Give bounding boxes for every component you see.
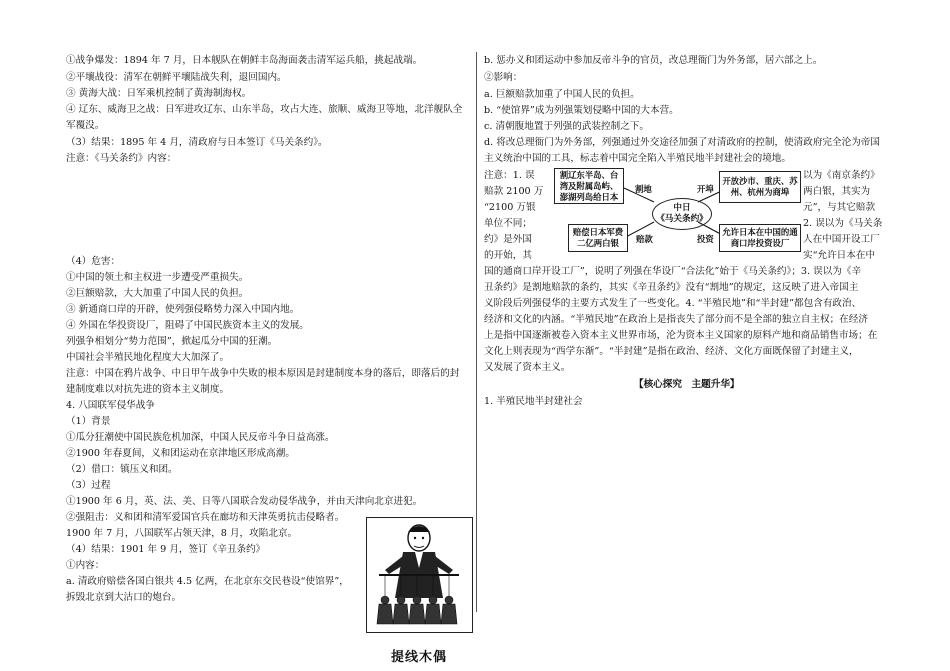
diagram-box-ports: 开放沙市、重庆、苏州、杭州为商埠 [719, 171, 801, 203]
note-line: 实“允许日本在中 [803, 250, 876, 261]
left-line: （2）借口：镇压义和团。 [66, 464, 178, 475]
image-caption: 提线木偶 [391, 650, 448, 665]
note-line: “2100 万银 [484, 202, 536, 213]
left-line: ③ 黄海大战：日军乘机控制了黄海制海权。 [66, 88, 252, 99]
diagram-edge-invest: 投资 [697, 234, 714, 244]
left-line: 建制度难以对抗先进的资本主义制度。 [66, 384, 230, 395]
right-line: b. “使馆界”成为列强策划侵略中国的大本营。 [484, 105, 679, 116]
note-line: 上是指中国逐渐被卷入资本主义世界市场，沦为资本主义国家的原料产地和商品销售市场；在 [484, 330, 878, 341]
note-line: 义阶段后列强侵华的主要方式发生了一些变化。4. “半殖民地”和“半封建”都包含有政治、 [484, 298, 862, 309]
note-line: 约》是外国 [484, 234, 532, 245]
left-line: 军覆没。 [66, 120, 105, 131]
left-line: ②平壤战役：清军在朝鲜平壤陆战失利，退回国内。 [66, 72, 287, 83]
left-line: 拆毁北京到大沽口的炮台。 [66, 592, 182, 603]
left-line: ①1900 年 6 月，英、法、美、日等八国联合发动侵华战争，并由天津向北京进犯。 [66, 496, 423, 507]
note-line: 人在中国开设工厂 [803, 234, 880, 245]
diagram-center [652, 198, 712, 230]
left-line: （3）过程 [66, 480, 111, 491]
note-line: 2. 误以为《马关条 [803, 218, 883, 229]
note-line: 又发展了资本主义。 [484, 362, 571, 373]
left-line: ②强阻击：义和团和清军爱国官兵在廊坊和天津英勇抗击侵略者。 [66, 512, 345, 523]
column-divider [476, 52, 477, 612]
diagram-center-line2: 《马关条约》 [656, 214, 708, 224]
right-line: a. 巨额赔款加重了中国人民的负担。 [484, 89, 640, 100]
left-line: ①瓜分狂潮使中国民族危机加深，中国人民反帝斗争日益高涨。 [66, 432, 335, 443]
right-line: ②影响： [484, 72, 523, 83]
right-line: b. 惩办义和团运动中参加反帝斗争的官员，改总理衙门为外务部，居六部之上。 [484, 55, 823, 66]
left-line: ④ 外国在华投资设厂，阻碍了中国民族资本主义的发展。 [66, 320, 309, 331]
note-line: 文化上则表现为“西学东渐”。“半封建”是指在政治、经济、文化方面既保留了封建主义， [484, 346, 859, 357]
diagram-center-line1: 中日 [673, 203, 691, 213]
note-line: 以为《南京条约》 [803, 170, 880, 181]
note-line: 赔款 2100 万 [484, 186, 544, 197]
left-line: 4. 八国联军侵华战争 [66, 400, 155, 411]
note-line: 两白银，其实为 [803, 186, 871, 197]
left-line: ②巨额赔款，大大加重了中国人民的负担。 [66, 288, 249, 299]
diagram-box-invest: 允许日本在中国的通商口岸投资设厂 [719, 224, 801, 252]
note-line: 经济和文化的内涵。“半殖民地”在政治上是指丧失了部分而不是全部的独立自主权；在经济 [484, 314, 868, 325]
right-line: c. 清朝腹地置于列强的武装控制之下。 [484, 121, 649, 132]
diagram-box-cede: 割辽东半岛、台湾及附属岛屿、澎湖列岛给日本 [554, 168, 624, 204]
note-line: 国的通商口岸开设工厂”，说明了列强在华设厂“合法化”始于《马关条约》；3. 误以为《辛 [484, 266, 862, 277]
section-item: 1. 半殖民地半封建社会 [484, 396, 583, 407]
diagram-box-indemnity: 赔偿日本军费二亿两白银 [568, 224, 628, 252]
note-line: 的开始，其 [484, 250, 532, 261]
right-line: d. 将改总理衙门为外务部，列强通过外交途径加强了对清政府的控制，使清政府完全沦为帝国 [484, 137, 880, 148]
left-line: 1900 年 7 月，八国联军占领天津，8 月，攻陷北京。 [66, 528, 298, 539]
left-line: ①内容： [66, 560, 105, 571]
left-line: 注意：中国在鸦片战争、中日甲午战争中失败的根本原因是封建制度本身的落后，即落后的封 [66, 368, 460, 379]
left-line: 中国社会半殖民地化程度大大加深了。 [66, 352, 230, 363]
note-line: 丑条约》是割地赔款的条约，其实《辛丑条约》没有“割地”的规定，这反映了进入帝国主 [484, 282, 859, 293]
note-line: 单位不同； [484, 218, 532, 229]
left-line: ③ 新通商口岸的开辟，使列强侵略势力深入中国内地。 [66, 304, 300, 315]
section-heading: 【核心探究 主题升华】 [634, 379, 740, 390]
left-line: ②1900 年春夏间，义和团运动在京津地区形成高潮。 [66, 448, 295, 459]
left-line: （4）危害： [66, 256, 121, 267]
note-line: 注意：1. 误 [484, 170, 535, 181]
puppet-cartoon-image [366, 517, 473, 633]
left-line: （1）背景 [66, 416, 111, 427]
left-line: 注意：《马关条约》内容： [66, 153, 177, 164]
right-line: 主义统治中国的工具，标志着中国完全陷入半殖民地半封建社会的境地。 [484, 153, 791, 164]
left-line: 列强争相划分“势力范围”，掀起瓜分中国的狂潮。 [66, 336, 278, 347]
left-line: a. 清政府赔偿各国白银共 4.5 亿两，在北京东交民巷设“使馆界”， [66, 576, 349, 587]
diagram-edge-ports: 开埠 [697, 184, 714, 194]
left-line: （3）结果：1895 年 4 月，清政府与日本签订《马关条约》。 [66, 137, 328, 148]
left-line: （4）结果：1901 年 9 月，签订《辛丑条约》 [66, 544, 266, 555]
left-line: ①中国的领土和主权进一步遭受严重损失。 [66, 272, 249, 283]
note-line: 元”，与其它赔款 [803, 202, 876, 213]
left-line: ④ 辽东、威海卫之战：日军进攻辽东、山东半岛，攻占大连、旅顺、威海卫等地，北洋舰队全 [66, 104, 463, 115]
diagram-edge-indemnity: 赔款 [636, 234, 653, 244]
diagram-edge-cede: 割地 [635, 184, 652, 194]
left-line: ①战争爆发：1894 年 7 月，日本舰队在朝鲜丰岛海面袭击清军运兵船，挑起战端。 [66, 55, 423, 66]
